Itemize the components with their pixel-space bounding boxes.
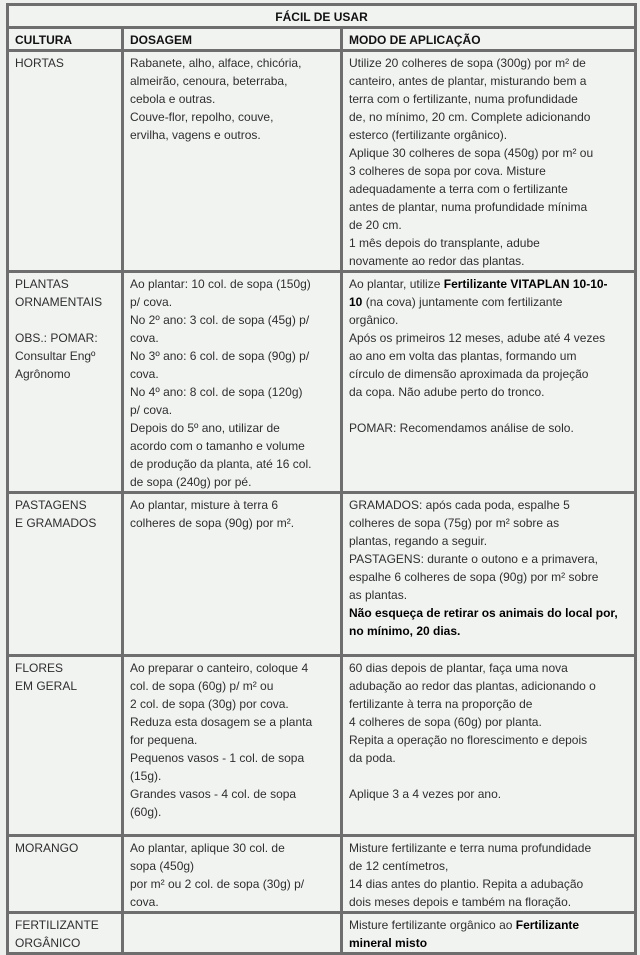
cultura-cell [8,493,123,656]
text-line: de produção da planta, até 16 col. [130,457,312,471]
cultura-cell [8,51,123,272]
text-line: for pequena. [130,733,198,747]
table-row [8,51,636,272]
bold-text: mineral misto [349,936,428,950]
text-line: Reduza esta dosagem se a planta [130,715,313,729]
text-line: espalhe 6 colheres de sopa (90g) por m² sobre [349,570,599,584]
modo-cell [342,836,636,913]
header-cultura: CULTURA [8,28,123,51]
text-line: (60g). [130,805,162,819]
text-line: POMAR: Recomendamos análise de solo. [349,421,574,435]
text-line: Rabanete, alho, alface, chicória, [130,56,302,70]
bold-text: no mínimo, 20 dias. [349,624,461,638]
text-line: almeirão, cenoura, beterraba, [130,74,288,88]
text-line: acordo com o tamanho e volume [130,439,305,453]
dosagem-cell [123,51,342,272]
text-line: GRAMADOS: após cada poda, espalhe 5 [349,498,570,512]
text-line: PASTAGENS [15,498,87,512]
text-line: colheres de sopa (75g) por m² sobre as [349,516,560,530]
text-line: cova. [130,367,159,381]
text-line: FLORES [15,661,64,675]
text-line: adubação ao redor das plantas, adicionando o [349,679,596,693]
dosagem-cell [123,272,342,493]
text-line: cebola e outras. [130,92,216,106]
text-line: ORNAMENTAIS [15,295,103,309]
text-line: Aplique 30 colheres de sopa (450g) por m² ou [349,146,594,160]
text-line: fertilizante à terra na proporção de [349,697,533,711]
text-line: cova. [130,895,159,909]
bold-text: Não esqueça de retirar os animais do local por, [349,606,618,620]
dosagem-cell [123,493,342,656]
text-line: 4 colheres de sopa (60g) por planta. [349,715,542,729]
table-row [8,272,636,493]
text-line: Misture fertilizante e terra numa profundidade [349,841,592,855]
text-line: Depois do 5º ano, utilizar de [130,421,280,435]
header-modo-de-aplicacao: MODO DE APLICAÇÃO [342,28,636,51]
text-line: novamente ao redor das plantas. [349,254,525,268]
text-line: Utilize 20 colheres de sopa (300g) por m² de [349,56,586,70]
text-line: p/ cova. [130,403,173,417]
table-row [8,913,636,954]
text-line [349,622,628,640]
text-line: círculo de dimensão aproximada da projeção [349,367,589,381]
text-line: PASTAGENS: durante o outono e a primavera, [349,552,599,566]
text-line: Consultar Engº [15,349,96,363]
text-line: por m² ou 2 col. de sopa (30g) p/ [130,877,305,891]
text-line: da poda. [349,751,396,765]
text-line: Pequenos vasos - 1 col. de sopa [130,751,305,765]
text-line [349,401,628,419]
text-line: 2 col. de sopa (30g) por cova. [130,697,289,711]
text-line: sopa (450g) [130,859,195,873]
text-line: ervilha, vagens e outros. [130,128,261,142]
text-line [349,767,628,785]
text-line: de 20 cm. [349,218,402,232]
text-line: col. de sopa (60g) p/ m² ou [130,679,274,693]
cultura-cell [8,913,123,954]
text-line: Ao plantar, misture à terra 6 [130,498,279,512]
text-line: adequadamente a terra com o fertilizante [349,182,568,196]
text-line: Ao plantar: 10 col. de sopa (150g) [130,277,311,291]
text-line: terra com o fertilizante, numa profundidade [349,92,578,106]
text-line: ORGÂNICO [15,936,81,950]
text: Misture fertilizante orgânico ao [349,918,516,932]
text: Ao plantar, utilize [349,277,444,291]
text-line: Aplique 3 a 4 vezes por ano. [349,787,502,801]
cultura-cell [8,272,123,493]
text-line: MORANGO [15,841,79,855]
text: (na cova) juntamente com fertilizante [362,295,563,309]
table-row [8,656,636,836]
text-line: de sopa (240g) por pé. [130,475,252,489]
text-line: 60 dias depois de plantar, faça uma nova [349,661,568,675]
dosagem-cell [123,913,342,954]
text-line: HORTAS [15,56,64,70]
text-line [349,604,628,622]
text-line: Repita a operação no florescimento e depois [349,733,588,747]
text-line: esterco (fertilizante orgânico). [349,128,508,142]
text-line: E GRAMADOS [15,516,97,530]
text-line: Couve-flor, repolho, couve, [130,110,274,124]
text-line: (15g). [130,769,162,783]
text-line: Agrônomo [15,367,71,381]
bold-text: 10 [349,295,363,309]
table-title: FÁCIL DE USAR [8,5,636,28]
text-line: FERTILIZANTE [15,918,99,932]
text-line: da copa. Não adube perto do tronco. [349,385,545,399]
text-line: dois meses depois e também na floração. [349,895,572,909]
modo-cell [342,272,636,493]
text-line: Ao plantar, aplique 30 col. de [130,841,285,855]
text-line: as plantas. [349,588,408,602]
text-line [349,916,628,934]
text-line: OBS.: POMAR: [15,331,98,345]
text-line: canteiro, antes de plantar, misturando bem a [349,74,587,88]
cultura-cell [8,836,123,913]
bold-text: Fertilizante [515,918,580,932]
text-line: antes de plantar, numa profundidade mínima [349,200,588,214]
table-row [8,493,636,656]
text-line: de 12 centímetros, [349,859,449,873]
text-line: cova. [130,331,159,345]
bold-text: Fertilizante VITAPLAN 10-10- [443,277,608,291]
text-line: 1 mês depois do transplante, adube [349,236,540,250]
text-line: No 2º ano: 3 col. de sopa (45g) p/ [130,313,310,327]
text-line: p/ cova. [130,295,173,309]
table-title-row [8,5,636,28]
dosagem-cell [123,656,342,836]
dosagem-cell [123,836,342,913]
table-row [8,836,636,913]
text-line [349,934,628,952]
text-line: Após os primeiros 12 meses, adube até 4 vezes [349,331,606,345]
text-line: 3 colheres de sopa por cova. Misture [349,164,546,178]
text-line: Grandes vasos - 4 col. de sopa [130,787,297,801]
text-line: ao ano em volta das plantas, formando um [349,349,577,363]
text-line: PLANTAS [15,277,69,291]
text-line: EM GERAL [15,679,78,693]
modo-cell [342,493,636,656]
text-line: No 3º ano: 6 col. de sopa (90g) p/ [130,349,310,363]
header-row [8,28,636,51]
text-line [349,293,628,311]
text-line: 14 dias antes do plantio. Repita a adubação [349,877,584,891]
text-line [15,311,115,329]
text-line: Ao preparar o canteiro, coloque 4 [130,661,309,675]
cultura-cell [8,656,123,836]
fertilizer-usage-table [6,3,637,955]
modo-cell [342,51,636,272]
modo-cell [342,913,636,954]
text-line [349,275,628,293]
modo-cell [342,656,636,836]
text-line: plantas, regando a seguir. [349,534,488,548]
header-dosagem: DOSAGEM [123,28,342,51]
text-line: orgânico. [349,313,399,327]
text-line: No 4º ano: 8 col. de sopa (120g) [130,385,303,399]
text-line: de, no mínimo, 20 cm. Complete adicionando [349,110,591,124]
text-line: colheres de sopa (90g) por m². [130,516,295,530]
